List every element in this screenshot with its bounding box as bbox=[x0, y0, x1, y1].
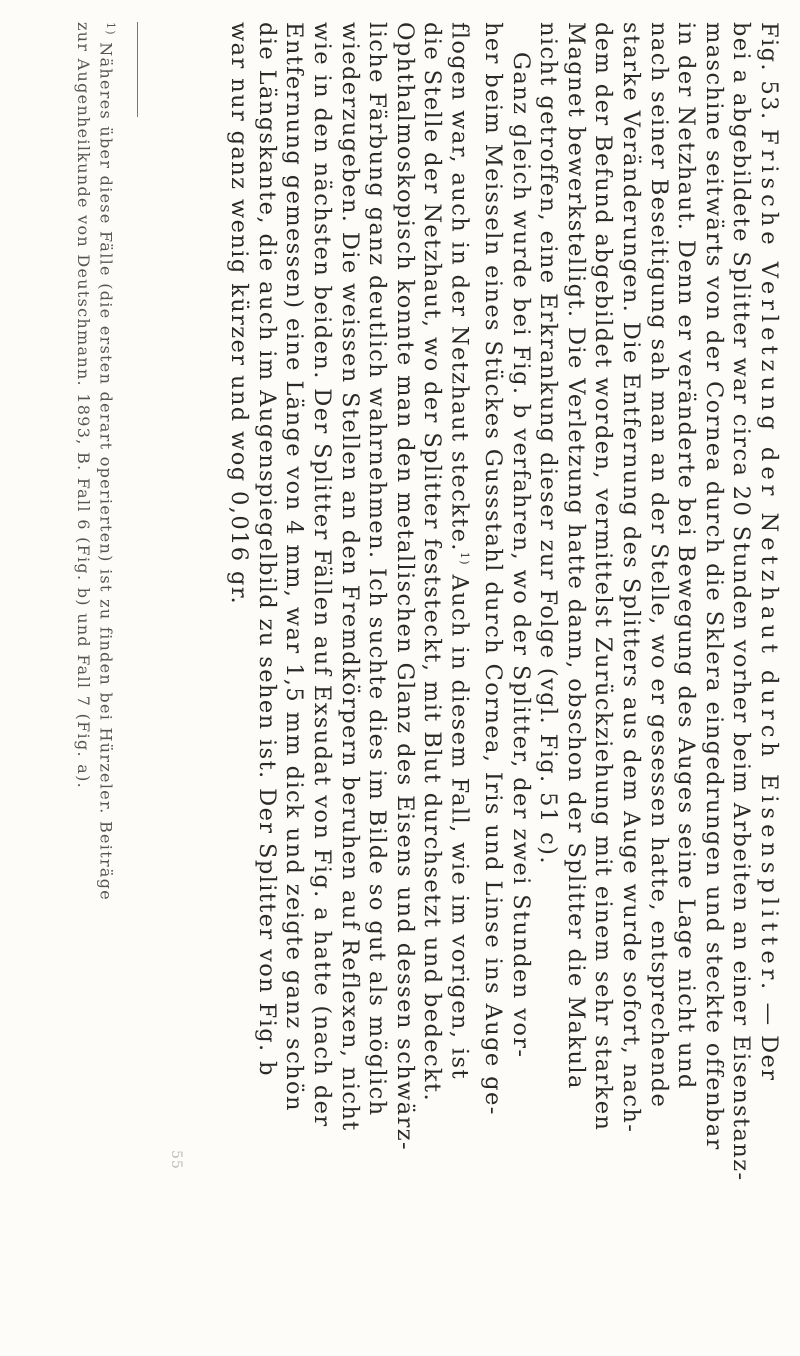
text-line: Magnet bewerkstelligt. Die Verletzung hatte dann, obschon der Splitter die Makula bbox=[562, 22, 589, 1090]
text-line: her beim Meisseln eines Stückes Gussstahl durch Cornea, Iris und Linse ins Auge ge- bbox=[480, 22, 507, 1116]
text-segment: Auch in diesem Fall, wie im vorigen, ist bbox=[446, 574, 473, 1080]
text-line: in der Netzhaut. Denn er veränderte bei Bewegung des Auges seine Lage nicht und bbox=[673, 22, 700, 1090]
text-line: Ophthalmoskopisch konnte man den metallischen Glanz des Eisens und dessen schwärz- bbox=[391, 22, 418, 1152]
text-line: Entfernung gemessen) eine Länge von 4 mm, war 1,5 mm dick und zeigte ganz schön bbox=[281, 22, 308, 1112]
page-number: 55 bbox=[168, 1150, 184, 1170]
text-line: bei a abgebildete Splitter war circa 20 Stunden vorher beim Arbeiten an einer Eisenstanz- bbox=[728, 22, 755, 1182]
heading: Frische Verletzung der Netzhaut durch Eisensplitter. bbox=[756, 129, 782, 995]
footnote bbox=[72, 22, 122, 1292]
paragraph-fig-53 bbox=[534, 22, 782, 1312]
text-line: Ganz gleich wurde bei Fig. b verfahren, wo der Splitter, der zwei Stunden vor- bbox=[507, 52, 534, 1059]
footnote-line: zur Augenheilkunde von Deutschmann. 1893, B. Fall 6 (Fig. b) und Fall 7 (Fig. a). bbox=[73, 22, 93, 790]
text-segment: Näheres über diese Fälle (die ersten derart operierten) ist zu finden bei Hürzeler. Beiträge bbox=[96, 42, 116, 902]
text-line: wie in den nächsten beiden. Der Splitter Fällen auf Exsudat von Fig. a hatte (nach der bbox=[309, 22, 335, 1128]
text-line: nach seiner Beseitigung sah man an der Stelle, wo er gesessen hatte, entsprechende bbox=[645, 22, 672, 1109]
paragraph-fig-b bbox=[225, 22, 534, 1312]
footnote-ref: 1) bbox=[458, 551, 472, 566]
fig-label: Fig. 53. bbox=[756, 22, 782, 121]
footnote-line bbox=[95, 22, 122, 1292]
text-line: starke Veränderungen. Die Entfernung des Splitters aus dem Auge wurde sofort, nach- bbox=[618, 22, 645, 1134]
text-line: wiederzugeben. Die weissen Stellen an den Fremdkörpern beruhen auf Reflexen, nicht bbox=[336, 22, 363, 1132]
text-segment: flogen war, auch in der Netzhaut steckte. bbox=[446, 22, 473, 552]
text-line bbox=[445, 22, 478, 1312]
footnote-rule bbox=[137, 22, 138, 117]
text-line: liche Färbung ganz deutlich wahrnehmen. Ich suchte dies im Bilde so gut als möglich bbox=[364, 22, 391, 1117]
text-line: die Stelle der Netzhaut, wo der Splitter feststeckt, mit Blut durchsetzt und bedeckt. bbox=[419, 22, 446, 1103]
rotated-page bbox=[10, 10, 790, 1346]
footnote-marker: 1) bbox=[104, 22, 117, 36]
text-line: maschine seitwärts von der Cornea durch die Sklera eingedrungen und steckte offenbar bbox=[700, 22, 727, 1151]
text-line: nicht getroffen, eine Erkrankung dieser zur Folge (vgl. Fig. 51 c). bbox=[535, 22, 562, 865]
text-line: die Längskante, die auch im Augenspiegelbild zu sehen ist. Der Splitter von Fig. b bbox=[253, 22, 280, 1077]
text-line: dem der Befund abgebildet worden, vermittelst Zurückziehung mit einem sehr starken bbox=[590, 22, 617, 1132]
text-line bbox=[754, 22, 782, 1312]
text-line: war nur ganz wenig kürzer und wog 0,016 gr. bbox=[226, 22, 253, 606]
text-segment: — Der bbox=[756, 1002, 782, 1082]
body-text bbox=[225, 22, 782, 1312]
